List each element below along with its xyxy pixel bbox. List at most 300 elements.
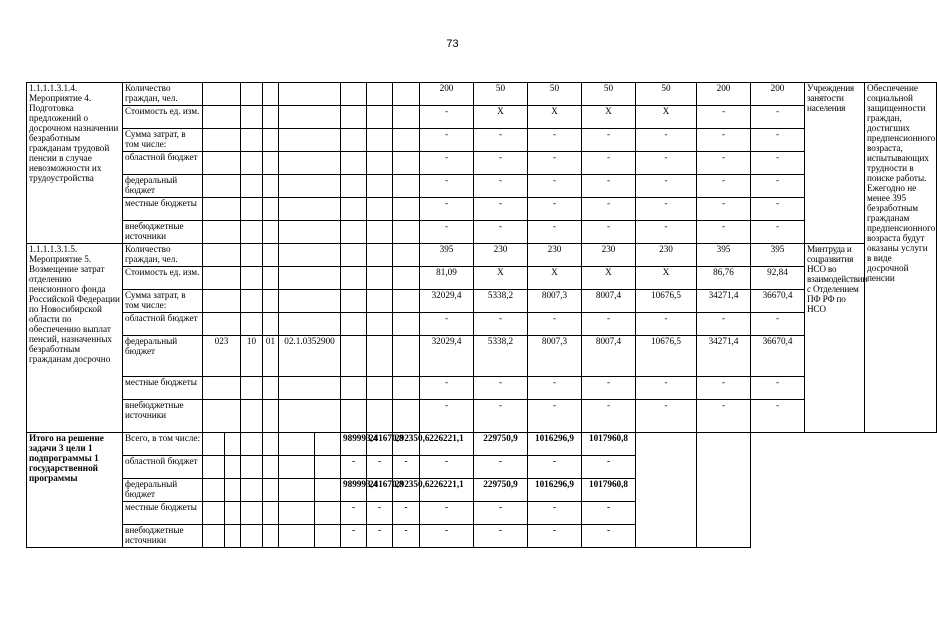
budget-code-cell: [203, 377, 241, 400]
value-cell: -: [582, 456, 636, 479]
table-row: [27, 267, 937, 290]
value-cell: -: [420, 152, 474, 175]
value-cell: -: [420, 221, 474, 244]
budget-code-cell: [263, 221, 279, 244]
value-cell: -: [636, 129, 697, 152]
empty-cell: [341, 267, 367, 290]
value-cell: -: [582, 129, 636, 152]
section-title-cell: 1.1.1.1.3.1.4. Мероприятие 4. Подготовка предложений о досрочном назначении безработным гражданам трудовой пенсии в случае невозможности их трудоустройства: [27, 83, 123, 244]
empty-cell: [367, 106, 393, 129]
empty-cell: [393, 198, 420, 221]
table-row: [27, 377, 937, 400]
value-cell: 200: [420, 83, 474, 106]
empty-cell: [279, 525, 315, 548]
budget-code-cell: [279, 152, 341, 175]
value-cell: -: [341, 525, 367, 548]
empty-cell: [367, 267, 393, 290]
row-label-cell: Всего, в том числе:: [123, 433, 203, 456]
row-label-cell: федеральный бюджет: [123, 175, 203, 198]
value-cell: -: [697, 377, 751, 400]
value-cell: 395: [420, 244, 474, 267]
empty-cell: [393, 290, 420, 313]
budget-code-cell: [241, 221, 263, 244]
value-cell: -: [528, 456, 582, 479]
value-cell: -: [636, 400, 697, 433]
value-cell: -: [474, 175, 528, 198]
value-cell: -: [420, 502, 474, 525]
empty-cell: [341, 83, 367, 106]
value-cell: -: [528, 129, 582, 152]
budget-code-cell: [279, 267, 341, 290]
budget-code-cell: [241, 313, 263, 336]
table-row: [27, 290, 937, 313]
value-cell: 50: [474, 83, 528, 106]
budget-code-cell: [279, 313, 341, 336]
budget-code-cell: [263, 290, 279, 313]
value-cell: -: [582, 525, 636, 548]
budget-code-cell: [279, 244, 341, 267]
empty-cell: [367, 129, 393, 152]
value-cell: -: [751, 129, 805, 152]
value-cell: 241670,8: [367, 479, 393, 502]
value-cell: -: [697, 106, 751, 129]
value-cell: -: [697, 198, 751, 221]
value-cell: 34271,4: [697, 336, 751, 377]
value-cell: -: [474, 377, 528, 400]
empty-cell: [315, 479, 341, 502]
value-cell: X: [528, 106, 582, 129]
empty-cell: [225, 433, 241, 456]
budget-code-cell: [241, 290, 263, 313]
value-cell: -: [528, 400, 582, 433]
budget-code-cell: 02.1.0352900: [279, 336, 341, 377]
empty-cell: [341, 336, 367, 377]
table-row: [27, 175, 937, 198]
table-row: [27, 433, 937, 456]
budget-code-cell: [263, 244, 279, 267]
budget-code-cell: [279, 377, 341, 400]
value-cell: -: [582, 221, 636, 244]
value-cell: -: [420, 525, 474, 548]
value-cell: -: [528, 377, 582, 400]
row-label-cell: Стоимость ед. изм.: [123, 267, 203, 290]
executor-cell: Минтруда и соцразвития НСО во взаимодействии с Отделением ПФ РФ по НСО: [805, 244, 865, 433]
value-cell: -: [697, 129, 751, 152]
value-cell: -: [420, 198, 474, 221]
value-cell: -: [751, 400, 805, 433]
table-row: [27, 400, 937, 433]
value-cell: 10676,5: [636, 290, 697, 313]
budget-code-cell: [203, 244, 241, 267]
value-cell: -: [751, 198, 805, 221]
value-cell: -: [474, 502, 528, 525]
value-cell: -: [697, 400, 751, 433]
empty-cell: [341, 377, 367, 400]
value-cell: -: [420, 377, 474, 400]
budget-code-cell: [203, 313, 241, 336]
value-cell: -: [582, 400, 636, 433]
empty-cell: [279, 456, 315, 479]
value-cell: -: [582, 377, 636, 400]
empty-cell: [241, 479, 263, 502]
value-cell: X: [636, 106, 697, 129]
value-cell: -: [393, 525, 420, 548]
budget-code-cell: [203, 175, 241, 198]
value-cell: -: [420, 175, 474, 198]
budget-code-cell: [279, 198, 341, 221]
value-cell: -: [636, 175, 697, 198]
budget-code-cell: [203, 198, 241, 221]
value-cell: 86,76: [697, 267, 751, 290]
empty-cell: [263, 525, 279, 548]
empty-cell: [263, 456, 279, 479]
budget-code-cell: [241, 83, 263, 106]
empty-cell: [203, 525, 225, 548]
value-cell: -: [474, 129, 528, 152]
value-cell: 229750,9: [474, 433, 528, 456]
value-cell: -: [636, 221, 697, 244]
budget-code-cell: [263, 313, 279, 336]
value-cell: -: [420, 129, 474, 152]
value-cell: X: [474, 106, 528, 129]
value-cell: -: [528, 198, 582, 221]
empty-cell: [393, 336, 420, 377]
value-cell: 230: [474, 244, 528, 267]
value-cell: 226221,1: [420, 433, 474, 456]
table-row: [27, 525, 937, 548]
value-cell: 395: [697, 244, 751, 267]
value-cell: -: [582, 502, 636, 525]
value-cell: 1016296,9: [528, 479, 582, 502]
budget-code-cell: [203, 83, 241, 106]
budget-code-cell: [241, 244, 263, 267]
empty-cell: [341, 129, 367, 152]
empty-cell: [279, 479, 315, 502]
value-cell: 292350,6: [393, 433, 420, 456]
empty-cell: [341, 175, 367, 198]
empty-cell: [225, 479, 241, 502]
empty-cell: [341, 313, 367, 336]
row-label-cell: внебюджетные источники: [123, 400, 203, 433]
empty-cell: [203, 479, 225, 502]
value-cell: -: [367, 525, 393, 548]
empty-cell: [393, 152, 420, 175]
value-cell: 989993,4: [341, 479, 367, 502]
value-cell: -: [751, 377, 805, 400]
budget-code-cell: [263, 377, 279, 400]
empty-cell: [341, 198, 367, 221]
empty-cell: [203, 456, 225, 479]
empty-cell: [341, 244, 367, 267]
table-row: [27, 336, 937, 377]
value-cell: -: [474, 456, 528, 479]
value-cell: 230: [582, 244, 636, 267]
empty-cell: [241, 502, 263, 525]
value-cell: -: [367, 502, 393, 525]
empty-cell: [341, 290, 367, 313]
budget-code-cell: [279, 106, 341, 129]
empty-cell: [203, 502, 225, 525]
empty-cell: [367, 198, 393, 221]
value-cell: -: [474, 198, 528, 221]
table-row: [27, 456, 937, 479]
value-cell: 230: [636, 244, 697, 267]
empty-cell: [225, 525, 241, 548]
executor-cell: Учреждения занятости населения: [805, 83, 865, 244]
budget-code-cell: [263, 106, 279, 129]
budget-code-cell: [279, 83, 341, 106]
value-cell: 10676,5: [636, 336, 697, 377]
empty-cell: [263, 433, 279, 456]
row-label-cell: местные бюджеты: [123, 502, 203, 525]
value-cell: 8007,4: [582, 336, 636, 377]
value-cell: 395: [751, 244, 805, 267]
budget-code-cell: [241, 129, 263, 152]
value-cell: 226221,1: [420, 479, 474, 502]
table-row: [27, 129, 937, 152]
value-cell: 8007,3: [528, 290, 582, 313]
empty-cell: [367, 244, 393, 267]
value-cell: -: [697, 152, 751, 175]
empty-cell: [393, 221, 420, 244]
row-label-cell: местные бюджеты: [123, 377, 203, 400]
section-title-cell: 1.1.1.1.3.1.5. Мероприятие 5. Возмещение затрат отделению пенсионного фонда Российской Федерации по Новосибирской области по обеспечению выплат пенсий, назначенных безработным гражданам досрочно: [27, 244, 123, 433]
value-cell: -: [582, 198, 636, 221]
empty-cell: [241, 525, 263, 548]
value-cell: 8007,3: [528, 336, 582, 377]
value-cell: -: [420, 456, 474, 479]
table-row: [27, 313, 937, 336]
row-label-cell: областной бюджет: [123, 152, 203, 175]
empty-cell: [393, 400, 420, 433]
budget-code-cell: [241, 175, 263, 198]
value-cell: 989993,4: [341, 433, 367, 456]
value-cell: -: [636, 198, 697, 221]
budget-code-cell: [203, 290, 241, 313]
table-row: [27, 221, 937, 244]
executor-cell: [636, 433, 697, 548]
row-label-cell: местные бюджеты: [123, 198, 203, 221]
value-cell: -: [341, 502, 367, 525]
row-label-cell: областной бюджет: [123, 313, 203, 336]
budget-code-cell: [263, 175, 279, 198]
empty-cell: [241, 456, 263, 479]
empty-cell: [367, 290, 393, 313]
value-cell: -: [474, 525, 528, 548]
empty-cell: [393, 83, 420, 106]
budget-code-cell: [241, 400, 263, 433]
value-cell: -: [528, 313, 582, 336]
page-number: 73: [446, 38, 459, 50]
value-cell: -: [582, 175, 636, 198]
empty-cell: [367, 221, 393, 244]
value-cell: 5338,2: [474, 290, 528, 313]
budget-code-cell: [203, 129, 241, 152]
value-cell: X: [636, 267, 697, 290]
budget-code-cell: [263, 83, 279, 106]
row-label-cell: внебюджетные источники: [123, 221, 203, 244]
value-cell: -: [636, 313, 697, 336]
value-cell: 32029,4: [420, 290, 474, 313]
row-label-cell: Количество граждан, чел.: [123, 83, 203, 106]
row-label-cell: федеральный бюджет: [123, 479, 203, 502]
table-row: [27, 83, 937, 106]
value-cell: -: [582, 152, 636, 175]
value-cell: -: [341, 456, 367, 479]
empty-cell: [315, 433, 341, 456]
value-cell: -: [751, 106, 805, 129]
value-cell: X: [528, 267, 582, 290]
value-cell: 1017960,8: [582, 479, 636, 502]
budget-code-cell: [279, 221, 341, 244]
row-label-cell: Сумма затрат, в том числе:: [123, 129, 203, 152]
budget-code-cell: [241, 198, 263, 221]
value-cell: X: [474, 267, 528, 290]
empty-cell: [393, 175, 420, 198]
budget-code-cell: [263, 198, 279, 221]
value-cell: -: [636, 152, 697, 175]
row-label-cell: областной бюджет: [123, 456, 203, 479]
value-cell: -: [393, 456, 420, 479]
table-row: [27, 502, 937, 525]
empty-cell: [225, 456, 241, 479]
value-cell: 5338,2: [474, 336, 528, 377]
empty-cell: [263, 502, 279, 525]
row-label-cell: Стоимость ед. изм.: [123, 106, 203, 129]
value-cell: -: [420, 400, 474, 433]
budget-code-cell: [241, 106, 263, 129]
value-cell: 36670,4: [751, 290, 805, 313]
value-cell: 50: [636, 83, 697, 106]
table-row: [27, 244, 937, 267]
value-cell: X: [582, 267, 636, 290]
value-cell: -: [636, 377, 697, 400]
value-cell: 50: [528, 83, 582, 106]
value-cell: X: [582, 106, 636, 129]
budget-code-cell: [241, 152, 263, 175]
empty-cell: [315, 525, 341, 548]
value-cell: -: [528, 175, 582, 198]
value-cell: -: [474, 313, 528, 336]
budget-code-cell: [241, 377, 263, 400]
value-cell: 292350,6: [393, 479, 420, 502]
value-cell: -: [420, 106, 474, 129]
value-cell: -: [528, 221, 582, 244]
value-cell: 1016296,9: [528, 433, 582, 456]
budget-code-cell: 10: [241, 336, 263, 377]
value-cell: -: [751, 175, 805, 198]
value-cell: -: [474, 400, 528, 433]
row-label-cell: Количество граждан, чел.: [123, 244, 203, 267]
empty-cell: [367, 400, 393, 433]
empty-cell: [225, 502, 241, 525]
value-cell: -: [751, 313, 805, 336]
result-cell: [697, 433, 751, 548]
empty-cell: [393, 244, 420, 267]
empty-cell: [341, 221, 367, 244]
budget-code-cell: [279, 400, 341, 433]
empty-cell: [263, 479, 279, 502]
value-cell: 92,84: [751, 267, 805, 290]
budget-table: [26, 82, 937, 548]
value-cell: 229750,9: [474, 479, 528, 502]
empty-cell: [315, 502, 341, 525]
value-cell: 32029,4: [420, 336, 474, 377]
budget-code-cell: [263, 152, 279, 175]
budget-code-cell: [203, 152, 241, 175]
empty-cell: [203, 433, 225, 456]
empty-cell: [393, 106, 420, 129]
budget-code-cell: [263, 267, 279, 290]
budget-code-cell: [263, 400, 279, 433]
table-row: [27, 479, 937, 502]
value-cell: -: [697, 175, 751, 198]
empty-cell: [367, 83, 393, 106]
budget-code-cell: [203, 106, 241, 129]
empty-cell: [341, 106, 367, 129]
empty-cell: [393, 377, 420, 400]
empty-cell: [367, 152, 393, 175]
value-cell: 8007,4: [582, 290, 636, 313]
value-cell: -: [697, 221, 751, 244]
row-label-cell: внебюджетные источники: [123, 525, 203, 548]
budget-code-cell: [263, 129, 279, 152]
empty-cell: [315, 456, 341, 479]
budget-code-cell: [241, 267, 263, 290]
budget-code-cell: [203, 267, 241, 290]
value-cell: -: [528, 502, 582, 525]
budget-code-cell: 01: [263, 336, 279, 377]
value-cell: -: [697, 313, 751, 336]
value-cell: 1017960,8: [582, 433, 636, 456]
budget-code-cell: [203, 400, 241, 433]
empty-cell: [393, 267, 420, 290]
empty-cell: [341, 152, 367, 175]
value-cell: 34271,4: [697, 290, 751, 313]
row-label-cell: федеральный бюджет: [123, 336, 203, 377]
table-row: [27, 198, 937, 221]
value-cell: 81,09: [420, 267, 474, 290]
empty-cell: [367, 377, 393, 400]
budget-code-cell: [203, 221, 241, 244]
value-cell: -: [474, 221, 528, 244]
empty-cell: [279, 433, 315, 456]
section-title-cell: Итого на решение задачи 3 цели 1 подпрограммы 1 государственной программы: [27, 433, 123, 548]
value-cell: 230: [528, 244, 582, 267]
budget-code-cell: 023: [203, 336, 241, 377]
empty-cell: [279, 502, 315, 525]
value-cell: 241670,8: [367, 433, 393, 456]
value-cell: -: [393, 502, 420, 525]
empty-cell: [341, 400, 367, 433]
result-cell: Обеспечение социальной защищенности граждан, достигших предпенсионного возраста, испытывающих трудности в поиске работы. Ежегодно не менее 395 безработным гражданам предпенсионного возраста будут оказаны услуги в виде досрочной пенсии: [865, 83, 937, 433]
value-cell: -: [367, 456, 393, 479]
value-cell: -: [751, 152, 805, 175]
empty-cell: [367, 313, 393, 336]
table-row: [27, 152, 937, 175]
value-cell: -: [528, 525, 582, 548]
budget-code-cell: [279, 129, 341, 152]
value-cell: -: [420, 313, 474, 336]
value-cell: 36670,4: [751, 336, 805, 377]
empty-cell: [241, 433, 263, 456]
row-label-cell: Сумма затрат, в том числе:: [123, 290, 203, 313]
table-row: [27, 106, 937, 129]
value-cell: 200: [697, 83, 751, 106]
value-cell: -: [751, 221, 805, 244]
value-cell: 50: [582, 83, 636, 106]
value-cell: -: [582, 313, 636, 336]
